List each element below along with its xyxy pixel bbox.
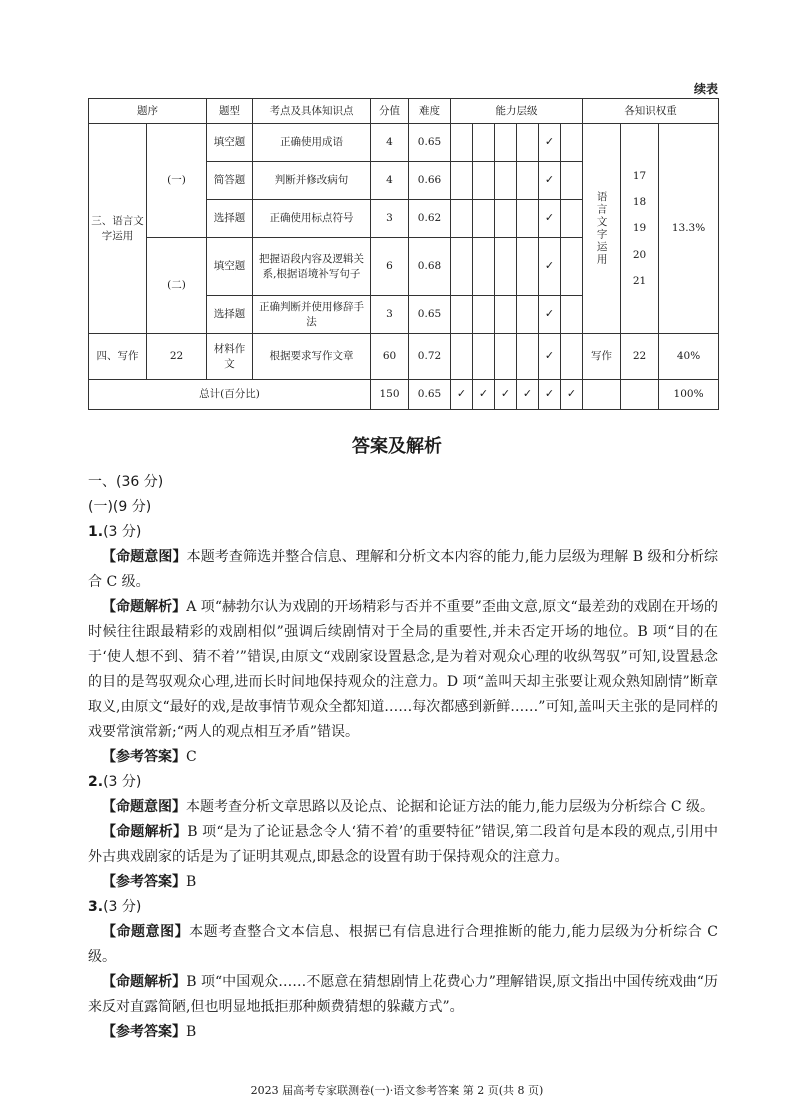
page-footer: 2023 届高考专家联测卷(一)·语文参考答案 第 2 页(共 8 页): [250, 1084, 544, 1097]
check-mark: [539, 296, 561, 334]
subsection-heading: (一)(9 分): [88, 499, 152, 515]
header-question-type: 题型: [207, 99, 253, 124]
group1-label: (一): [147, 124, 207, 238]
total-difficulty: 0.65: [409, 380, 451, 410]
question-2-heading: 2.(3 分): [88, 774, 142, 790]
row2-difficulty: 0.66: [409, 162, 451, 200]
row1-type: 填空题: [207, 124, 253, 162]
row5-difficulty: 0.65: [409, 296, 451, 334]
question-1-answer: 【参考答案】C: [102, 749, 197, 765]
total-label: 总计(百分比): [89, 380, 371, 410]
writing-weight-label: 写作: [583, 334, 621, 380]
check-mark: [539, 162, 561, 200]
header-weight: 各知识权重: [583, 99, 719, 124]
weight-section3-label: 语言文字运用: [583, 124, 621, 334]
table-row: [89, 124, 719, 162]
question-3-analysis: 【命题解析】B 项“中国观众……不愿意在猜想剧情上花费心力”理解错误,原文指出中国传统戏曲“历来反对直露简陋,但也明显地抵拒那种颇费猜想的躲藏方式”。: [88, 974, 718, 1015]
header-ability-level: 能力层级: [451, 99, 583, 124]
weight-section3-items: 17 18 19 20 21: [621, 124, 659, 334]
row5-point: 正确判断并使用修辞手法: [253, 296, 371, 334]
row4-point: 把握语段内容及逻辑关系,根据语境补写句子: [253, 238, 371, 296]
header-score: 分值: [371, 99, 409, 124]
answers-title: 答案及解析: [352, 436, 442, 457]
row3-type: 选择题: [207, 200, 253, 238]
writing-type: 材料作文: [207, 334, 253, 380]
total-score: 150: [371, 380, 409, 410]
header-knowledge-point: 考点及具体知识点: [253, 99, 371, 124]
row3-point: 正确使用标点符号: [253, 200, 371, 238]
question-1-heading: 1.(3 分): [88, 524, 142, 540]
exam-spec-table: [88, 98, 719, 410]
table-header-row: [89, 99, 719, 124]
check-mark: [517, 380, 539, 410]
check-mark: [539, 238, 561, 296]
check-mark: [539, 334, 561, 380]
question-3-heading: 3.(3 分): [88, 899, 142, 915]
question-3-intent: 【命题意图】本题考查整合文本信息、根据已有信息进行合理推断的能力,能力层级为分析综合 C 级。: [88, 924, 718, 965]
check-mark: [539, 200, 561, 238]
question-1-intent: 【命题意图】本题考查筛选并整合信息、理解和分析文本内容的能力,能力层级为理解 B 级和分析综合 C 级。: [88, 549, 719, 590]
question-2-intent: 【命题意图】本题考查分析文章思路以及论点、论据和论证方法的能力,能力层级为分析综合 C 级。: [102, 799, 715, 815]
row2-point: 判断并修改病句: [253, 162, 371, 200]
writing-point: 根据要求写作文章: [253, 334, 371, 380]
row1-score: 4: [371, 124, 409, 162]
check-mark: [451, 380, 473, 410]
question-1-analysis: 【命题解析】A 项“赫勃尔认为戏剧的开场精彩与否并不重要”歪曲文意,原文“最差劲的戏剧在开场的时候往往跟最精彩的戏剧相似”强调后续剧情对于全局的重要性,并未否定开场的地位。B 项“目的在于‘使人想不到、猜不着’”错误,由原文“戏剧家设置悬念,是为着对观众心理的收纵驾驭”可知,设置悬念的目的是驾驭观众心理,进而长时间地保持观众的注意力。D 项“盖叫天却主张要让观众熟知剧情”断章取义,由原文“最好的戏,是故事情节观众全都知道……每次都感到新鲜……”可知,盖叫天主张的是同样的戏要常演常新;“两人的观点相互矛盾”错误。: [88, 599, 718, 740]
question-2-answer: 【参考答案】B: [102, 874, 197, 890]
row1-difficulty: 0.65: [409, 124, 451, 162]
section-heading: 一、(36 分): [88, 474, 164, 490]
table-row-writing: [89, 334, 719, 380]
writing-weight-item: 22: [621, 334, 659, 380]
row4-score: 6: [371, 238, 409, 296]
section3-label: 三、语言文字运用: [89, 124, 147, 334]
writing-score: 60: [371, 334, 409, 380]
row5-score: 3: [371, 296, 409, 334]
row3-score: 3: [371, 200, 409, 238]
group2-label: (二): [147, 238, 207, 334]
weight-section3-percent: 13.3%: [659, 124, 719, 334]
question-2-analysis: 【命题解析】B 项“是为了论证悬念令人‘猜不着’的重要特征”错误,第二段首句是本段的观点,引用中外古典戏剧家的话是为了证明其观点,即悬念的设置有助于保持观众的注意力。: [88, 824, 719, 865]
row3-difficulty: 0.62: [409, 200, 451, 238]
header-difficulty: 难度: [409, 99, 451, 124]
check-mark: [561, 380, 583, 410]
answers-content: [88, 470, 718, 1045]
writing-weight-percent: 40%: [659, 334, 719, 380]
writing-num: 22: [147, 334, 207, 380]
row2-type: 简答题: [207, 162, 253, 200]
check-mark: [539, 380, 561, 410]
row2-score: 4: [371, 162, 409, 200]
check-mark: [539, 124, 561, 162]
check-mark: [473, 380, 495, 410]
header-question-no: 题序: [89, 99, 207, 124]
question-3-answer: 【参考答案】B: [102, 1024, 197, 1040]
row1-point: 正确使用成语: [253, 124, 371, 162]
writing-label: 四、写作: [89, 334, 147, 380]
check-mark: [495, 380, 517, 410]
row5-type: 选择题: [207, 296, 253, 334]
total-percent: 100%: [659, 380, 719, 410]
row4-difficulty: 0.68: [409, 238, 451, 296]
continued-label: 续表: [693, 82, 718, 96]
row4-type: 填空题: [207, 238, 253, 296]
writing-difficulty: 0.72: [409, 334, 451, 380]
table-row-total: [89, 380, 719, 410]
